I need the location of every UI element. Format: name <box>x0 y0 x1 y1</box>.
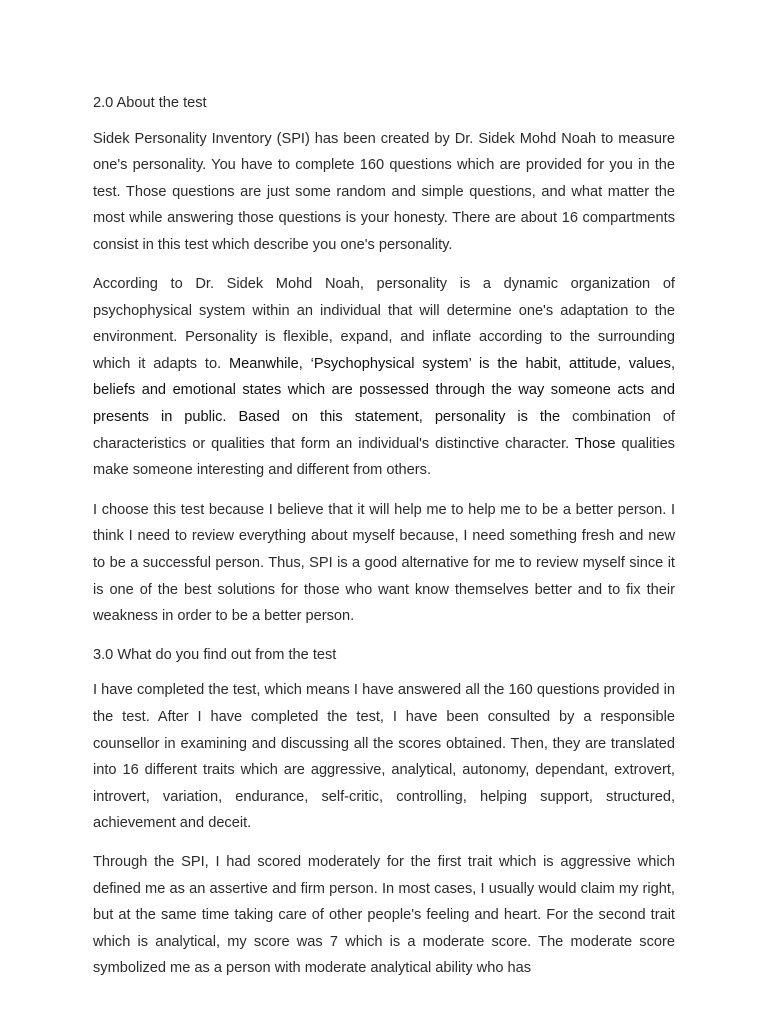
definition-text-part-5: qualities make someone interesting and different from others. <box>93 435 675 479</box>
paragraph-personality-definition <box>93 271 675 484</box>
paragraph-trait-results: Through the SPI, I had scored moderately for the first trait which is aggressive which defined me as an assertive and firm person. In most cases, I usually would claim my right, but at the same time taking care of other people's feeling and heart. For the second trait which is analytical, my score was 7 which is a moderate score. The moderate score symbolized me as a person with moderate analytical ability who has <box>93 853 675 977</box>
paragraph-test-choice: I choose this test because I believe that it will help me to help me to be a better person. I think I need to review everything about myself because, I need something fresh and new to be a successful person. Thus, SPI is a good alternative for me to review myself since it is one of the best solutions for those who want know themselves better and to fix their weakness in order to be a better person. <box>93 501 675 625</box>
definition-text-part-3: combination of characteristics or qualities that form an individual's distinctive character. <box>93 409 675 452</box>
section-heading-about-test: 2.0 About the test <box>93 95 207 111</box>
paragraph-test-completed: I have completed the test, which means I have answered all the 160 questions provided in the test. After I have completed the test, I have been consulted by a responsible counsellor in examining and discussing all the scores obtained. Then, they are translated into 16 different traits which are aggressive, analytical, autonomy, dependant, extrovert, introvert, variation, endurance, self-critic, controlling, helping support, structured, achievement and deceit. <box>93 682 675 832</box>
document-body <box>93 90 675 994</box>
section-heading-findings: 3.0 What do you find out from the test <box>93 646 337 663</box>
definition-text-part-2: Meanwhile, ‘Psychophysical system’ is the habit, attitude, values, beliefs and emotional states which are possessed through the way someone acts and presents in public. Based on this statement, personality is the <box>93 355 676 426</box>
definition-text-part-4: Those <box>574 435 616 452</box>
paragraph-about-test: Sidek Personality Inventory (SPI) has been created by Dr. Sidek Mohd Noah to measure one's personality. You have to complete 160 questions which are provided for you in the test. Those questions are just some random and simple questions, and what matter the most while answering those questions is your honesty. There are about 16 compartments consist in this test which describe you one's personality. <box>93 130 675 253</box>
definition-text-part-1: According to Dr. Sidek Mohd Noah, personality is a dynamic organization of psychophysical system within an individual that will determine one's adaptation to the environment. Personality is flexible, expand, and inflate according to the surrounding which it adapts to. <box>93 276 675 372</box>
